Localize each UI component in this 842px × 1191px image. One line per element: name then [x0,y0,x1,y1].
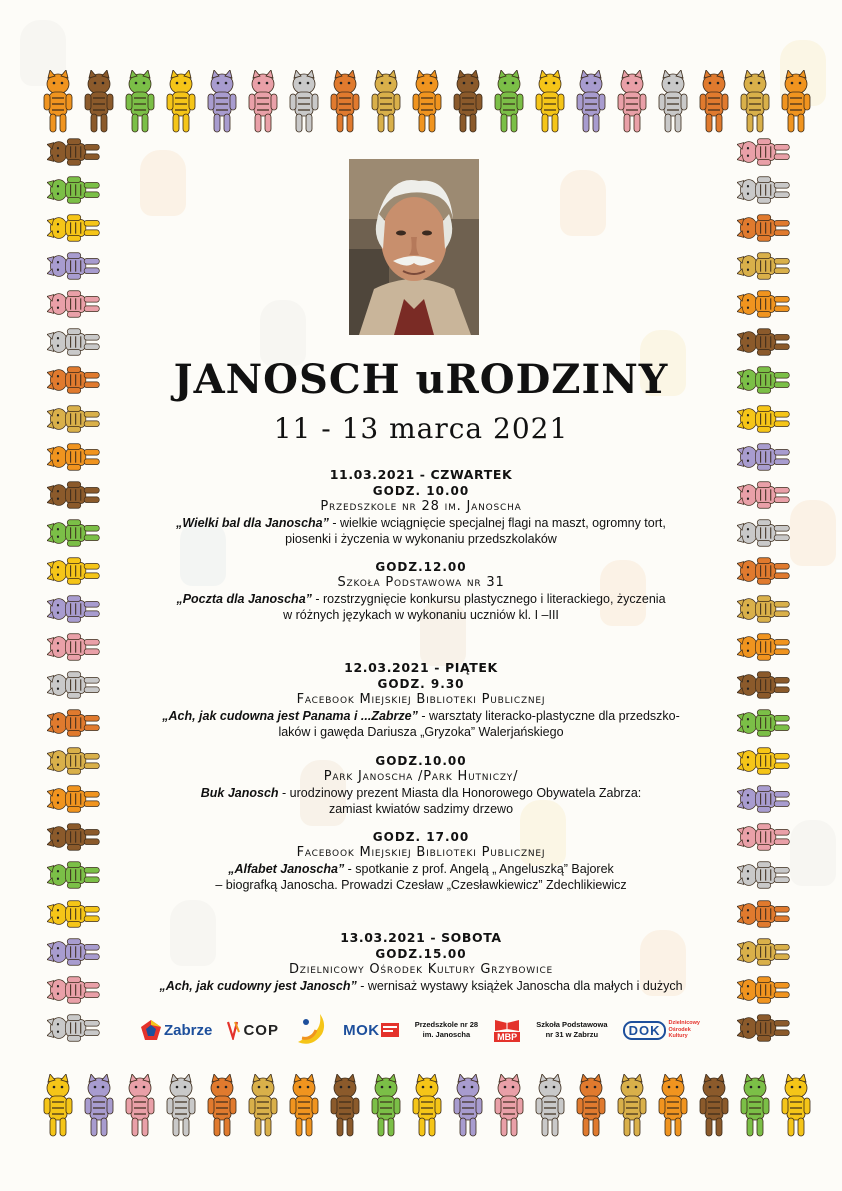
cat-drawing-icon [327,1074,363,1138]
cat-drawing-icon [204,70,240,134]
day1-e1-desc: „Wielki bal dla Janoscha” - wielkie wciągnięcie specjalnej flagi na maszt, ogromny tort, [176,516,666,530]
cat-drawing-icon [737,858,791,892]
mok-mark-icon [380,1021,400,1039]
day2-e2-title: Buk Janosch [200,786,279,800]
cat-drawing-icon [47,897,101,931]
day2-e3-desc2: – biografką Janoscha. Prowadzi Czesław „Czesławkiewicz” Zdechlikiewicz [215,878,627,892]
day2-section [130,659,712,740]
cat-drawing-icon [737,70,773,134]
cat-drawing-icon [737,973,791,1007]
cat-drawing-icon [655,1074,691,1138]
janosch-photo [349,159,479,335]
day1-e1-title: „Wielki bal dla Janoscha” [176,516,329,530]
mok-logo-text: MOK [343,1021,380,1039]
cat-drawing-icon [122,70,158,134]
szkola-logo-line2: nr 31 w Zabrzu [545,1030,599,1039]
cat-drawing-icon [286,1074,322,1138]
day1-e2-place: Szkoła Podstawowa nr 31 [337,575,505,590]
dok-logo [623,1020,700,1040]
day2-e3-place: Facebook Miejskiej Biblioteki Publicznej [296,845,546,860]
przedszkole-logo-line2: im. Janoscha [422,1030,471,1039]
cat-drawing-icon [47,973,101,1007]
cat-drawing-icon [737,897,791,931]
cat-drawing-icon [491,70,527,134]
cat-drawing-icon [47,516,101,550]
przedszkole-logo [415,1020,478,1040]
day3-e1-desc: „Ach, jak cudowny jest Janosch” - wernisaż wystawy książek Janoscha dla małych i dużych [159,979,683,993]
cat-drawing-icon [737,1074,773,1138]
cat-drawing-icon [737,592,791,626]
cop-mark-icon [227,1020,243,1040]
cat-drawing-icon [655,70,691,134]
dok-logo-text: DOK [623,1021,667,1040]
day3-e1-time: GODZ.15.00 [375,947,467,961]
cat-drawing-icon [737,630,791,664]
day2-event2 [130,753,712,817]
cat-drawing-icon [163,70,199,134]
cat-drawing-icon [737,668,791,702]
cat-drawing-icon [778,1074,814,1138]
cat-drawing-icon [737,173,791,207]
cat-drawing-icon [204,1074,240,1138]
cat-drawing-icon [737,935,791,969]
cop-logo [227,1020,279,1040]
day1-heading: 11.03.2021 - CZWARTEK [329,467,513,482]
zabrze-logo-text: Zabrze [164,1021,213,1039]
cat-drawing-icon [47,820,101,854]
day2-e1-time: GODZ. 9.30 [377,677,465,691]
cat-drawing-icon [47,211,101,245]
cop-logo-text: COP [243,1021,279,1039]
day2-e1-title: „Ach, jak cudowna jest Panama i ...Zabrze” [162,709,418,723]
cat-drawing-icon [614,1074,650,1138]
cat-drawing-icon [81,70,117,134]
cat-drawing-icon [737,1011,791,1045]
day1-e2-time: GODZ.12.00 [375,560,467,574]
day1-e2-title: „Poczta dla Janoscha” [176,592,312,606]
cat-drawing-icon [737,554,791,588]
cat-drawing-icon [737,211,791,245]
cat-drawing-icon [737,440,791,474]
cat-drawing-icon [245,1074,281,1138]
dok-logo-sub: Dzielnicowy Ośrodek Kultury [668,1020,700,1040]
cat-drawing-icon [737,135,791,169]
cat-drawing-icon [47,668,101,702]
cat-drawing-icon [737,516,791,550]
book-icon [493,1018,521,1032]
page-title: JANOSCH uRODZINY [173,356,669,403]
zabrze-logo [140,1019,212,1041]
cat-drawing-icon [573,1074,609,1138]
cat-drawing-icon [47,363,101,397]
cat-drawing-icon [47,858,101,892]
day3-e1-title: „Ach, jak cudowny jest Janosch” [159,979,357,993]
zabrze-emblem-icon [140,1019,162,1041]
cat-drawing-icon [737,325,791,359]
day1-e1-desc2: piosenki i życzenia w wykonaniu przedszkolaków [285,532,557,546]
day3-section [130,929,712,994]
day2-e2-place: Park Janoscha /Park Hutniczy/ [323,769,519,784]
day2-e3-title: „Alfabet Janoscha” [228,862,345,876]
swirl-emblem-icon [294,1012,328,1048]
cat-drawing-icon [47,173,101,207]
cat-border-top [40,62,814,134]
cat-drawing-icon [573,70,609,134]
cat-drawing-icon [47,325,101,359]
cat-border-right [734,135,794,1045]
cat-drawing-icon [737,706,791,740]
day1-e2-desc2: w różnych językach w wykonaniu uczniów kl. I –III [283,608,559,622]
cat-drawing-icon [163,1074,199,1138]
cat-drawing-icon [409,1074,445,1138]
cat-drawing-icon [532,70,568,134]
event-dates: 11 - 13 marca 2021 [273,412,569,445]
cat-drawing-icon [614,70,650,134]
cat-drawing-icon [47,287,101,321]
cat-drawing-icon [47,782,101,816]
cat-drawing-icon [737,249,791,283]
cat-drawing-icon [245,70,281,134]
cat-drawing-icon [286,70,322,134]
day2-event3 [130,829,712,893]
cat-drawing-icon [47,135,101,169]
cat-drawing-icon [491,1074,527,1138]
cat-drawing-icon [47,592,101,626]
cat-drawing-icon [696,1074,732,1138]
cat-drawing-icon [737,820,791,854]
cat-drawing-icon [696,70,732,134]
cat-drawing-icon [47,935,101,969]
mbp-logo [493,1018,521,1042]
cat-drawing-icon [122,1074,158,1138]
mok-logo [343,1021,400,1039]
day2-e1-desc: „Ach, jak cudowna jest Panama i ...Zabrze” - warsztaty literacko-plastyczne dla przedszko- [162,709,680,723]
cat-drawing-icon [327,70,363,134]
day2-e2-time: GODZ.10.00 [375,754,467,768]
szkola-logo [536,1020,607,1040]
cat-drawing-icon [737,478,791,512]
cat-drawing-icon [47,1011,101,1045]
day3-heading: 13.03.2021 - SOBOTA [340,930,502,945]
cat-drawing-icon [47,249,101,283]
sponsor-logos [140,1012,700,1048]
day2-e2-desc: Buk Janosch - urodzinowy prezent Miasta dla Honorowego Obywatela Zabrza: [200,786,642,800]
cat-drawing-icon [737,287,791,321]
cat-drawing-icon [368,1074,404,1138]
day2-e1-desc2: laków i gawęda Dariusza „Gryzoka” Walerjańskiego [278,725,564,739]
day2-e3-time: GODZ. 17.00 [372,830,470,844]
cat-drawing-icon [737,782,791,816]
day1-event2 [130,559,712,623]
cat-drawing-icon [40,1074,76,1138]
cat-drawing-icon [47,706,101,740]
day3-e1-place: Dzielnicowy Ośrodek Kultury Grzybowice [288,962,554,977]
cat-drawing-icon [47,630,101,664]
day1-e1-time: GODZ. 10.00 [372,484,470,498]
cat-drawing-icon [737,744,791,778]
przedszkole-logo-line1: Przedszkole nr 28 [414,1020,479,1029]
day1-e2-desc: „Poczta dla Janoscha” - rozstrzygnięcie konkursu plastycznego i literackiego, życzenia [176,592,666,606]
cat-drawing-icon [737,363,791,397]
cat-drawing-icon [47,440,101,474]
cat-drawing-icon [778,70,814,134]
cat-drawing-icon [47,402,101,436]
day1-e1-place: Przedszkole nr 28 im. Janoscha [320,499,522,514]
day2-e2-desc2: zamiast kwiatów sadzimy drzewo [328,802,514,816]
day2-heading: 12.03.2021 - PIĄTEK [344,660,498,675]
cat-drawing-icon [47,554,101,588]
cat-drawing-icon [47,744,101,778]
cat-drawing-icon [737,402,791,436]
cat-drawing-icon [450,70,486,134]
cat-drawing-icon [532,1074,568,1138]
cat-drawing-icon [47,478,101,512]
day2-e3-desc: „Alfabet Janoscha” - spotkanie z prof. Angelą „ Angeluszką” Bajorek [228,862,614,876]
cat-drawing-icon [368,70,404,134]
cat-drawing-icon [81,1074,117,1138]
mbp-logo-text: MBP [494,1032,520,1042]
cat-border-bottom [40,1066,814,1138]
day2-e1-place: Facebook Miejskiej Biblioteki Publicznej [296,692,546,707]
cat-drawing-icon [450,1074,486,1138]
szkola-logo-line1: Szkoła Podstawowa [536,1020,608,1029]
cat-drawing-icon [409,70,445,134]
swirl-logo [294,1012,328,1048]
cat-drawing-icon [40,70,76,134]
cat-border-left [44,135,104,1045]
day1-section [130,466,712,547]
